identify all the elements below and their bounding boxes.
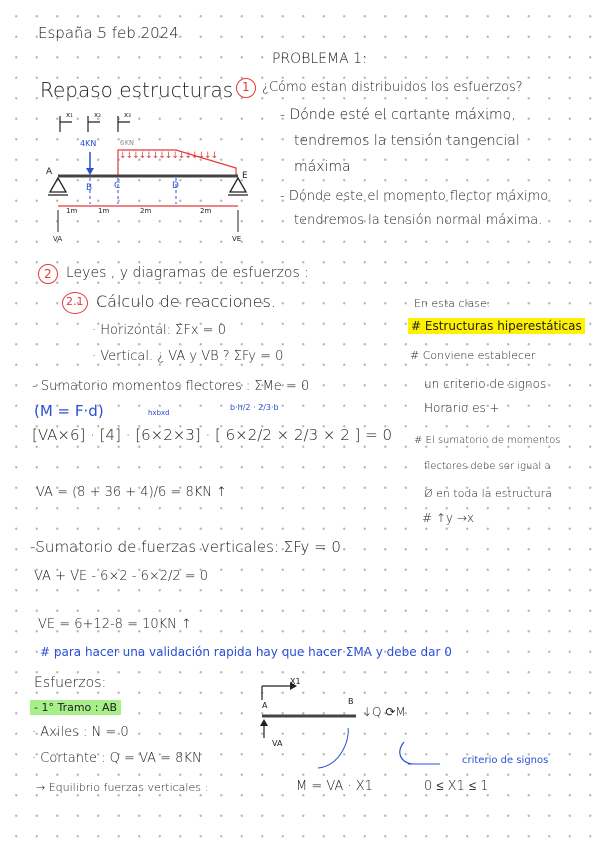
- side-note: # Conviene establecer: [410, 349, 536, 362]
- sign-criteria-label: criterio de signos: [462, 755, 549, 766]
- esfuerzos-heading: Esfuerzos:: [34, 675, 107, 691]
- vertical-sum-eq: VA + VE - 6×2 - 6×2/2 = 0: [34, 569, 209, 584]
- answer-line: - Dónde este el momento flector máximo: [280, 189, 549, 204]
- horizontal-eq: · Horizontal: ΣFx = 0: [92, 323, 226, 338]
- mfd-note: hxbxd: [148, 409, 170, 417]
- dist-load-label: 6KN: [120, 139, 135, 147]
- fbd-va: VA: [272, 739, 283, 748]
- section-number: 1: [242, 80, 250, 94]
- range-eq: 0 ≤ X1 ≤ 1: [424, 779, 489, 794]
- subsection-number: 2.1: [66, 295, 84, 308]
- mfd-formula: (M = F·d): [34, 402, 104, 420]
- answer-line: - Dónde esté el cortante máximo,: [280, 107, 516, 123]
- tramo-label-text: - 1° Tramo : AB: [30, 700, 121, 715]
- span-label: 2m: [200, 207, 212, 215]
- moment-eq: M = VA · X1: [296, 779, 373, 794]
- vertical-eq: · Vertical. ¿ VA y VB ? ΣFy = 0: [92, 349, 284, 364]
- point-E: E: [242, 171, 248, 181]
- mfd-note: b·h/2 · 2/3·b: [230, 403, 279, 412]
- class-tag: [408, 320, 585, 332]
- va-result: VA = (8 + 36 + 4)/6 = 8KN ↑: [36, 485, 228, 500]
- side-note: Horario es +: [424, 401, 500, 415]
- vertical-sum-heading: -Sumatorio de fuerzas verticales: ΣFy = 0: [30, 538, 341, 556]
- point-D: D: [172, 181, 179, 191]
- side-note: # El sumatorio de momentos: [414, 435, 561, 446]
- equilibrio-heading: → Equilibrio fuerzas verticales :: [36, 781, 209, 794]
- class-note-intro: En esta clase:: [414, 297, 491, 310]
- fbd-point-B: B: [348, 697, 354, 706]
- side-note: un criterio de signos: [424, 377, 547, 391]
- side-note: flectores debe ser igual a: [424, 461, 551, 472]
- point-B: B: [86, 183, 93, 193]
- section-heading: Leyes , y diagramas de esfuerzos :: [66, 265, 309, 281]
- tramo-label: [30, 702, 121, 713]
- fbd-point-A: A: [262, 701, 268, 710]
- side-note: Ø en toda la estructura: [424, 487, 552, 500]
- answer-line: tendremos la tensión tangencial: [294, 133, 520, 149]
- section-number: 2: [44, 267, 52, 281]
- answer-line: máxima: [294, 159, 351, 175]
- point-A: A: [46, 167, 53, 177]
- moments-heading: - Sumatorio momentos flectores : ΣMe = 0: [32, 379, 310, 394]
- fbd-moment: ↓Q ⟳M: [362, 705, 406, 719]
- moment-equation: [VA×6] · [4] · [6×2×3] · [ 6×2/2 × 2/3 × 2 ] = 0: [32, 426, 393, 444]
- dist-load-arrows: ↓↓↓↓↓↓↓↓↓↓↓↓↓↓↓: [119, 151, 218, 161]
- span-label: 2m: [140, 207, 152, 215]
- problem-title: PROBLEMA 1:: [272, 51, 367, 67]
- beam-x-mark: x₃: [124, 111, 131, 119]
- fbd-x1: X1: [290, 677, 301, 686]
- page-title: Repaso estructuras: [40, 78, 234, 102]
- span-label: 1m: [98, 207, 110, 215]
- subsection-heading: Cálculo de reacciones.: [96, 292, 276, 311]
- axes-note: # ↑y →x: [422, 511, 474, 525]
- reaction-label: VE: [232, 235, 242, 243]
- date-label: España 5 feb 2024: [38, 24, 179, 42]
- cortante-eq: · Cortante : Q = VA = 8KN: [32, 751, 202, 766]
- class-tag-text: # Estructuras hiperestáticas: [408, 318, 585, 334]
- validation-note: # para hacer una validación rapida hay que hacer ΣMA y debe dar 0: [40, 645, 452, 659]
- beam-x-mark: x₁: [66, 111, 73, 119]
- ve-result: VE = 6+12-8 = 10KN ↑: [38, 617, 192, 632]
- beam-x-mark: x₂: [94, 111, 101, 119]
- reaction-label: VA: [53, 235, 63, 243]
- point-C: C: [114, 181, 121, 191]
- answer-line: tendremos la tensión normal máxima.: [294, 213, 543, 228]
- point-load-label: 4KN: [80, 139, 97, 148]
- section-question: ¿Cómo estan distribuidos los esfuerzos?: [262, 80, 523, 95]
- span-label: 1m: [66, 207, 78, 215]
- axiles-eq: · Axiles : N = 0: [32, 725, 129, 740]
